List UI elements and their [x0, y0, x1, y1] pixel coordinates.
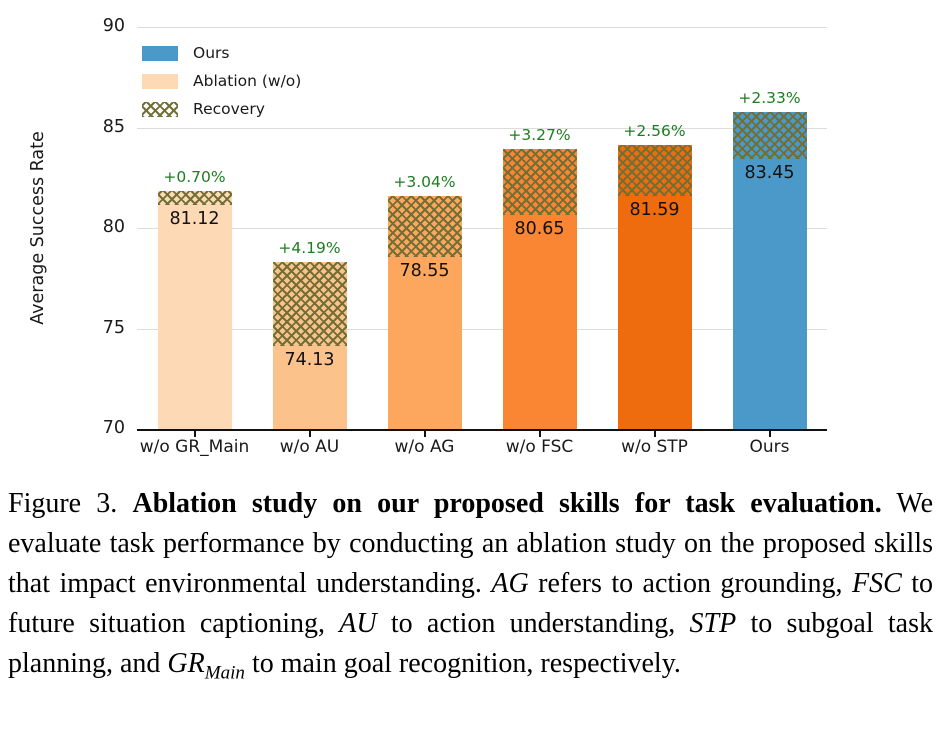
caption-run: to main goal recognition, respectively. [244, 648, 681, 679]
base-segment [503, 215, 577, 429]
caption-run: to subgoal task planning, and [8, 608, 933, 679]
recovery-percent-label: +2.33% [738, 88, 801, 107]
bar-slot-w-o-ag [367, 27, 482, 429]
bar-value-label: 83.45 [744, 162, 795, 183]
recovery-percent-label: +3.27% [508, 126, 571, 145]
caption-run: Ablation study on our proposed skills for task evaluation. [132, 488, 882, 519]
caption-run: STP [689, 608, 737, 639]
recovery-percent-label: +3.04% [393, 173, 456, 192]
x-category-label: w/o STP [621, 437, 688, 457]
recovery-segment [503, 149, 577, 215]
y-tick-label: 90 [102, 16, 125, 36]
y-tick-label: 85 [102, 116, 125, 137]
bar-value-label: 74.13 [284, 350, 335, 370]
caption-run: We evaluate task performance by conducting an ablation study on the proposed skills that impact environmental understanding. [8, 488, 934, 599]
caption-run: GR [167, 648, 205, 679]
x-category-label: w/o GR_Main [139, 437, 250, 457]
legend-item [142, 95, 301, 123]
y-axis-label: Average Success Rate [28, 131, 48, 325]
base-segment [733, 159, 807, 429]
caption-run: to action understanding, [376, 608, 690, 639]
caption-run: Main [204, 662, 245, 684]
x-category-label: w/o AG [394, 437, 455, 457]
legend-label: Ablation (w/o) [193, 72, 302, 90]
bar [503, 126, 577, 429]
recovery-segment [733, 112, 807, 159]
bar [733, 88, 807, 429]
recovery-segment [273, 262, 347, 346]
bar-value-label: 81.12 [169, 209, 220, 230]
recovery-percent-label: +4.19% [278, 238, 341, 257]
bar [388, 173, 462, 429]
bar [273, 238, 347, 429]
caption-run: to future situation captioning, [8, 568, 933, 639]
x-category-label: w/o AU [279, 437, 340, 457]
y-tick-label: 70 [102, 418, 125, 438]
caption-run: AG [491, 568, 529, 599]
recovery-percent-label: +0.70% [163, 168, 226, 187]
legend-swatch-icon [142, 46, 178, 61]
bar [158, 168, 232, 429]
caption-run: AU [339, 608, 377, 639]
bar-slot-ours [712, 27, 827, 429]
base-segment [618, 196, 692, 429]
legend-swatch-icon [142, 74, 178, 89]
bar-value-label: 80.65 [514, 218, 565, 239]
bar-value-label: 81.59 [629, 200, 680, 221]
legend-item [142, 67, 301, 95]
caption-run: Figure 3. [8, 488, 133, 519]
y-tick-label: 80 [102, 217, 125, 237]
bar-slot-w-o-fsc [482, 27, 597, 429]
bar [618, 121, 692, 429]
recovery-segment [618, 145, 692, 196]
legend-label: Recovery [193, 100, 265, 118]
base-segment [388, 257, 462, 429]
bar-value-label: 78.55 [399, 261, 450, 282]
base-segment [158, 205, 232, 429]
x-axis-labels [137, 437, 827, 457]
recovery-segment [388, 196, 462, 257]
caption-run: refers to action grounding, [528, 568, 852, 599]
caption-run: FSC [851, 568, 902, 599]
recovery-segment [158, 191, 232, 205]
x-category-label: Ours [749, 437, 790, 457]
x-category-label: w/o FSC [505, 437, 574, 457]
chart-legend [142, 39, 301, 123]
legend-item [142, 39, 301, 67]
plot-area [137, 27, 827, 431]
legend-swatch-icon [142, 102, 178, 117]
recovery-percent-label: +2.56% [623, 121, 686, 140]
figure-caption [0, 472, 941, 694]
y-tick-label: 75 [102, 317, 125, 338]
bar-slot-w-o-stp [597, 27, 712, 429]
legend-label: Ours [193, 44, 230, 62]
